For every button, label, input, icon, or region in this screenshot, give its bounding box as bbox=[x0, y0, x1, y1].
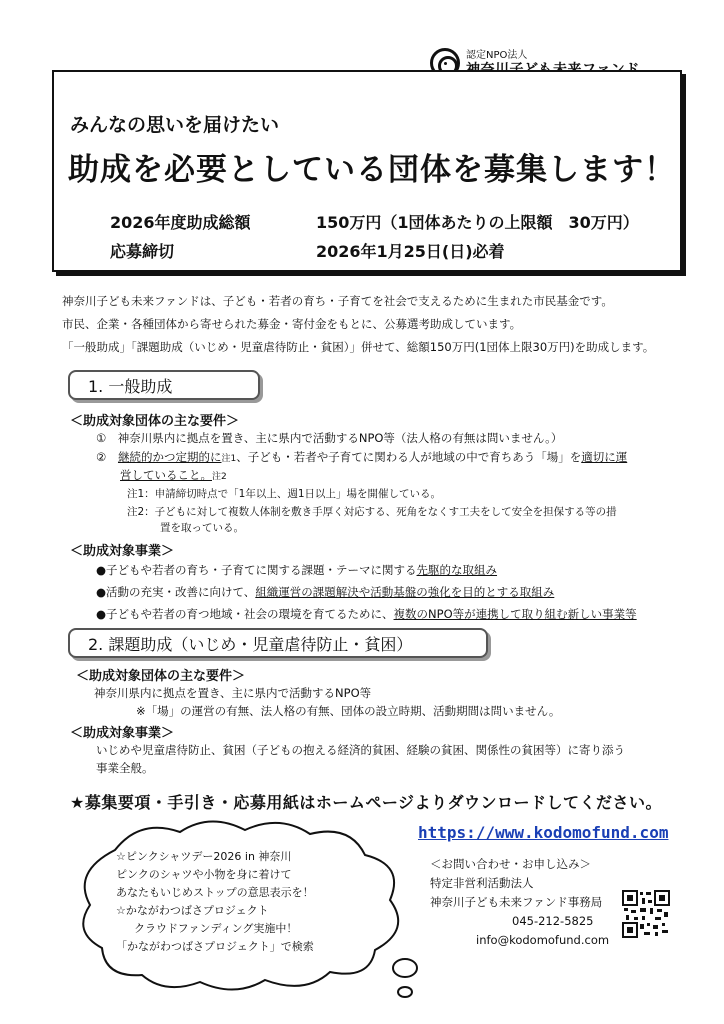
cloud-bubble-1 bbox=[393, 959, 417, 977]
headline-box bbox=[52, 70, 682, 272]
contact-phone: 045-212-5825 bbox=[512, 914, 594, 928]
bullet-text: ●子どもや若者の育つ地域・社会の環境を育てるために、 bbox=[96, 607, 394, 621]
contact-org-name: 神奈川子ども未来ファンド事務局 bbox=[430, 895, 603, 909]
headline-title: 助成を必要としている団体を募集します！ bbox=[68, 152, 676, 188]
campaign-line: ☆ピンクシャツデー2026 in 神奈川 bbox=[116, 850, 292, 863]
bullet-text: ●子どもや若者の育ち・子育てに関する課題・テーマに関する bbox=[96, 563, 417, 577]
logo-subtitle: 認定NPO法人 bbox=[466, 50, 528, 61]
contact-info bbox=[430, 855, 609, 950]
section2-project-1: いじめや児童虐待防止、貧困（子どもの抱える経済的貧困、経験の貧困、関係性の貧困等）に寄り添う bbox=[96, 743, 625, 757]
bullet-emphasis: 複数のNPO等が連携して取り組む新しい事業等 bbox=[393, 607, 637, 621]
deadline-label: 応募締切 bbox=[110, 242, 175, 261]
download-call-to-action: ★募集要項・手引き・応募用紙はホームページよりダウンロードしてください。 bbox=[70, 793, 663, 812]
section1-requirement-2 bbox=[96, 449, 627, 465]
section1-requirements-heading: ＜助成対象団体の主な要件＞ bbox=[70, 414, 240, 429]
cloud-bubble-2 bbox=[398, 987, 412, 997]
qr-code-icon bbox=[622, 890, 670, 938]
intro-line: 「一般助成」「課題助成（いじめ・児童虐待防止・貧困）」併せて、総額150万円(1団体上限30万円)を助成します。 bbox=[62, 340, 655, 354]
section1-requirement-1: ① 神奈川県内に拠点を置き、主に県内で活動するNPO等（法人格の有無は問いません。） bbox=[96, 431, 563, 445]
requirement-emphasis: 継続的かつ定期的に bbox=[117, 450, 222, 464]
bullet-emphasis: 組織運営の課題解決や活動基盤の強化を目的とする取組み bbox=[255, 585, 555, 599]
section2-requirement-2: ※「場」の運営の有無、法人格の有無、団体の設立時期、活動期間は問いません。 bbox=[136, 704, 561, 718]
grant-total-label: 2026年度助成総額 bbox=[110, 213, 251, 232]
intro-text bbox=[62, 290, 692, 359]
section1-requirement-2-cont bbox=[120, 467, 227, 483]
note-ref: 注2 bbox=[212, 472, 227, 482]
section2-requirements-heading: ＜助成対象団体の主な要件＞ bbox=[76, 669, 246, 684]
qr-code-graphic bbox=[622, 890, 670, 938]
section2-requirement-1: 神奈川県内に拠点を置き、主に県内で活動するNPO等 bbox=[94, 686, 372, 700]
note-2-cont: 置を取っている。 bbox=[160, 522, 244, 534]
note-2: 注2：子どもに対して複数人体制を敷き手厚く対応する、死角をなくす工夫をして安全を担保する等の措 bbox=[127, 506, 617, 518]
campaign-line: 「かながわつばさプロジェクト」で検索 bbox=[116, 940, 314, 953]
deadline-value: 2026年1月25日(日)必着 bbox=[316, 242, 505, 261]
campaign-line: あなたもいじめストップの意思表示を！ bbox=[116, 886, 314, 899]
section2-project-2: 事業全般。 bbox=[96, 761, 154, 775]
section-general-grant-header: 1. 一般助成 bbox=[68, 370, 260, 400]
bullet-text: ●活動の充実・改善に向けて、 bbox=[96, 585, 256, 599]
contact-email: info@kodomofund.com bbox=[476, 933, 610, 947]
note-1: 注1：申請締切時点で「1年以上、週1日以上」場を開催している。 bbox=[127, 488, 442, 500]
contact-heading: ＜お問い合わせ・お申し込み＞ bbox=[430, 857, 591, 871]
section-theme-grant-header: 2. 課題助成（いじめ・児童虐待防止・貧困） bbox=[68, 628, 488, 658]
website-link[interactable]: https://www.kodomofund.com bbox=[418, 823, 669, 842]
campaign-line: クラウドファンディング実施中！ bbox=[134, 922, 298, 935]
headline-subtitle: みんなの思いを届けたい bbox=[70, 114, 280, 136]
project-bullet bbox=[96, 562, 497, 578]
requirement-text: 、子ども・若者や子育てに関わる人が地域の中で育ちあう「場」を bbox=[236, 450, 582, 464]
requirement-number: ② bbox=[96, 450, 107, 464]
requirement-emphasis: 営していること。 bbox=[120, 468, 212, 482]
intro-line: 神奈川子ども未来ファンドは、子ども・若者の育ち・子育てを社会で支えるために生まれた市民基金です。 bbox=[62, 294, 613, 308]
section1-projects-heading: ＜助成対象事業＞ bbox=[70, 544, 175, 559]
intro-line: 市民、企業・各種団体から寄せられた募金・寄付金をもとに、公募選考助成しています。 bbox=[62, 317, 522, 331]
project-bullet bbox=[96, 584, 554, 600]
section2-projects-heading: ＜助成対象事業＞ bbox=[70, 726, 175, 741]
contact-org-type: 特定非営利活動法人 bbox=[430, 876, 534, 890]
requirement-emphasis: 適切に運 bbox=[581, 450, 628, 464]
project-bullet bbox=[96, 606, 637, 622]
campaign-line: ☆かながわつばさプロジェクト bbox=[116, 904, 269, 917]
campaign-text bbox=[116, 848, 314, 956]
campaign-line: ピンクのシャツや小物を身に着けて bbox=[116, 868, 292, 881]
bullet-emphasis: 先駆的な取組み bbox=[416, 563, 498, 577]
grant-total-value: 150万円（1団体あたりの上限額 30万円） bbox=[316, 213, 639, 232]
note-ref: 注1 bbox=[221, 454, 237, 464]
